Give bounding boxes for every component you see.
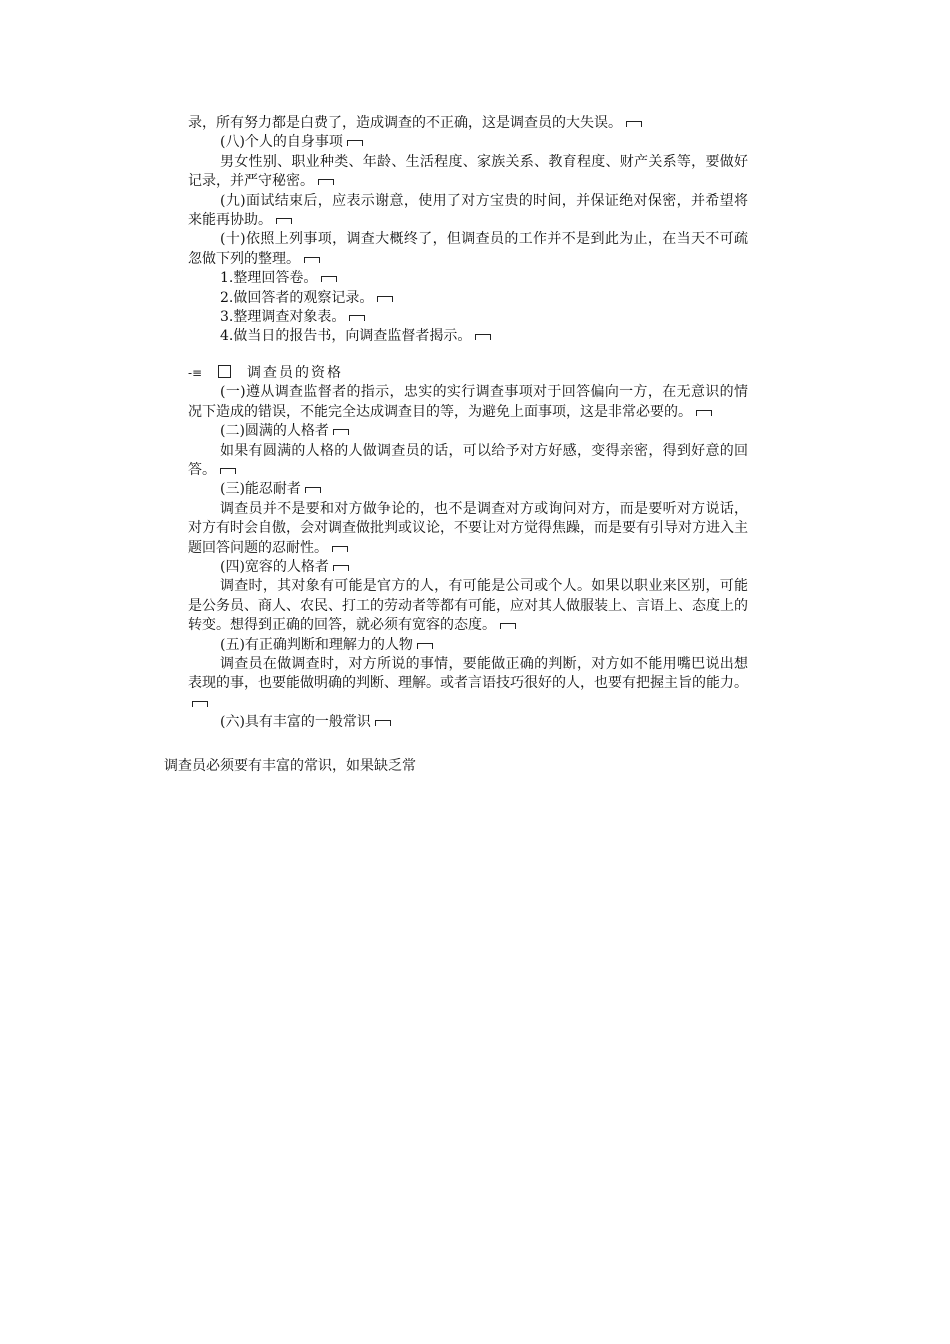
paragraph-text: (四)宽容的人格者: [220, 558, 329, 575]
paragraph-mark-icon: [475, 334, 491, 340]
paragraph: [188, 289, 748, 308]
paragraph-text: 4.做当日的报告书，向调查监督者揭示。: [220, 328, 472, 345]
paragraph: [188, 500, 748, 558]
paragraph-text: 调查时，其对象有可能是官方的人，有可能是公司或个人。如果以职业来区别，可能是公务员、商人、农民、打工的劳动者等都有可能，应对其人做服装上、言语上、态度上的转变。想得到正确的回答，就必须有宽容的态度。: [188, 578, 748, 634]
paragraph: [188, 558, 748, 577]
paragraph-text: (九)面试结束后，应表示谢意，使用了对方宝贵的时间，并保证绝对保密，并希望将来能再协助。: [188, 192, 748, 229]
paragraph-text: 调查员并不是要和对方做争论的，也不是调查对方或询问对方，而是要听对方说话，对方有时会自傲，会对调查做批判或议论，不要让对方觉得焦躁，而是要有引导对方进入主题回答问题的忍耐性。: [188, 500, 748, 556]
paragraph-mark-icon: [305, 487, 321, 493]
checkbox-square-icon: [218, 365, 231, 378]
paragraph: [188, 114, 748, 133]
paragraph-mark-icon: [276, 218, 292, 224]
paragraph-text: (三)能忍耐者: [220, 481, 301, 498]
paragraph-text: 2.做回答者的观察记录。: [220, 289, 374, 306]
paragraph-text: 男女性别、职业种类、年龄、生活程度、家族关系、教育程度、财产关系等，要做好记录，并严守秘密。: [188, 153, 748, 190]
section-number: -≡: [188, 365, 203, 380]
paragraph: [188, 269, 748, 288]
paragraph-mark-icon: [220, 468, 236, 474]
paragraph-mark-icon: [321, 276, 337, 282]
paragraph: [188, 327, 748, 346]
paragraph: [188, 308, 748, 327]
paragraph-text: 如果有圆满的人格的人做调查员的话，可以给予对方好感，变得亲密，得到好意的回答。: [188, 442, 748, 478]
paragraph-text: (六)具有丰富的一般常识: [220, 714, 371, 731]
paragraph-mark-icon: [192, 701, 208, 707]
paragraph-mark-icon: [333, 429, 349, 435]
paragraph: [188, 153, 748, 192]
paragraph-mark-icon: [304, 257, 320, 263]
paragraph-mark-icon: [347, 140, 363, 146]
paragraph-text: (一)遵从调查监督者的指示，忠实的实行调查事项对于回答偏向一方，在无意识的情况下造成的错误，不能完全达成调查目的等，为避免上面事项，这是非常必要的。: [188, 384, 748, 420]
paragraph-mark-icon: [333, 565, 349, 571]
paragraph-text: 3.整理调查对象表。: [220, 309, 346, 326]
paragraph-text: 录，所有努力都是白费了，造成调查的不正确，这是调查员的大失误。: [188, 115, 622, 131]
paragraph-text: (十)依照上列事项，调查大概终了，但调查员的工作并不是到此为止，在当天不可疏忽做下列的整理。: [188, 231, 748, 267]
trailing-line: 调查员必须要有丰富的常识，如果缺乏常: [164, 758, 416, 774]
paragraph: [188, 383, 748, 422]
paragraph-mark-icon: [500, 623, 516, 629]
section-gap: [188, 347, 748, 364]
paragraph-text: (八)个人的自身事项: [220, 134, 343, 151]
paragraph-text: 1.整理回答卷。: [220, 270, 318, 287]
paragraph: [188, 636, 748, 655]
paragraph: [188, 422, 748, 441]
paragraph-mark-icon: [318, 179, 334, 185]
paragraph-text: (二)圆满的人格者: [220, 423, 329, 440]
paragraph-mark-icon: [696, 410, 712, 416]
paragraph: [188, 577, 748, 635]
paragraph: [188, 192, 748, 231]
paragraph: [188, 655, 748, 713]
paragraph: [188, 480, 748, 499]
document-body: [188, 114, 748, 733]
paragraph-mark-icon: [349, 315, 365, 321]
paragraph: [188, 133, 748, 152]
paragraph-mark-icon: [375, 720, 391, 726]
paragraph: [188, 442, 748, 481]
paragraph-text: (五)有正确判断和理解力的人物: [220, 636, 413, 653]
paragraph-text: 调查员在做调查时，对方所说的事情，要能做正确的判断，对方如不能用嘴巴说出想表现的事，也要能做明确的判断、理解。或者言语技巧很好的人，也要有把握主旨的能力。: [188, 655, 748, 692]
paragraph-mark-icon: [377, 296, 393, 302]
paragraph-mark-icon: [332, 546, 348, 552]
paragraph-mark-icon: [417, 643, 433, 649]
paragraph-block-procedures: [188, 114, 748, 347]
section-title: 调查员的资格: [247, 364, 343, 381]
section-heading: [188, 364, 748, 383]
paragraph-block-qualifications: [188, 383, 748, 732]
paragraph-mark-icon: [626, 121, 642, 127]
paragraph: [188, 713, 748, 732]
paragraph: [188, 230, 748, 269]
